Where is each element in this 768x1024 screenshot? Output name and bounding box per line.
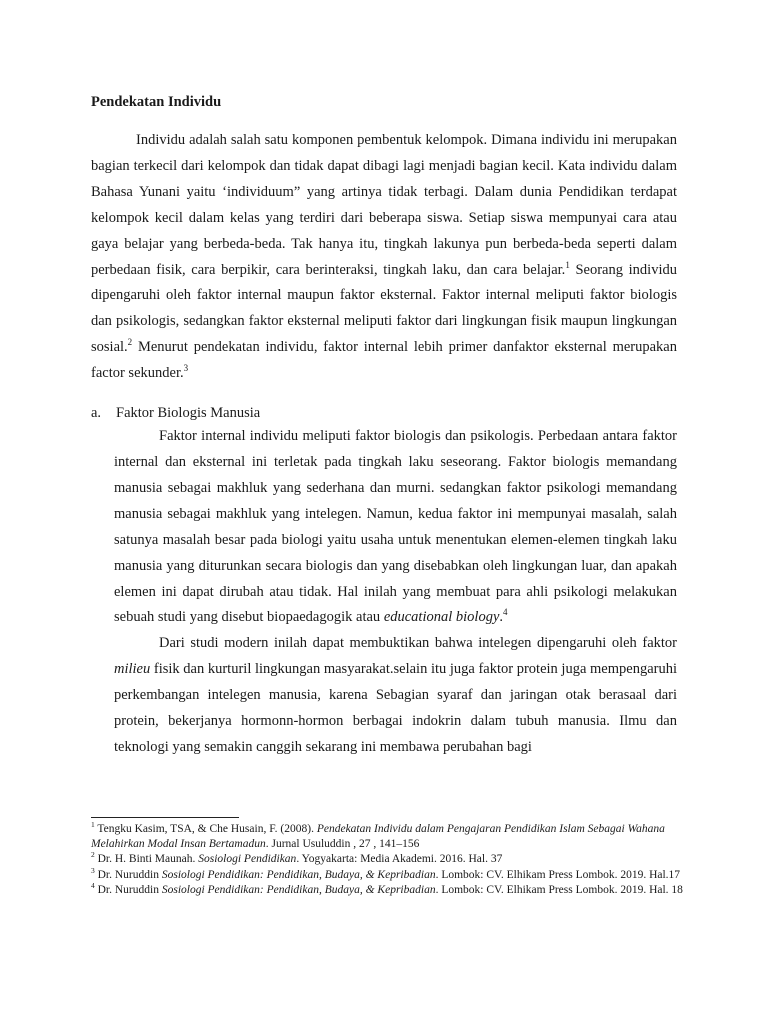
footnotes [91, 822, 687, 898]
footnote-3 [91, 865, 687, 883]
footnote-1 [91, 822, 687, 852]
footnote-text: Dr. H. Binti Maunah. [94, 853, 199, 866]
section-a-title: Faktor Biologis Manusia [116, 405, 261, 422]
section-a-paragraph-2 [114, 631, 677, 761]
footnote-title: Sosiologi Pendidikan: Pendidikan, Budaya, & Kepribadian [161, 883, 436, 896]
footnote-number: 3 [91, 865, 95, 875]
section-a-p1-italic: educational biology [383, 609, 500, 626]
page-heading: Pendekatan Individu [91, 94, 222, 110]
intro-sentence-1: Individu adalah salah satu komponen pembentuk kelompok. Dimana individu ini merupakan bagian terkecil dari kelompok dan tidak dapat dibagi lagi menjadi bagian kecil. Kata individu dalam Bahasa Yunani yaitu ‘individuum” yang artinya tidak terbagi. Dalam dunia Pendidikan terdapat kelompok kecil dalam kelas yang terdiri dari beberapa siswa. Setiap siswa mempunyai cara atau gaya belajar yang berbeda-beda. Tak hanya itu, tingkah lakunya pun berbeda-beda seperti dalam perbedaan fisik, cara berpikir, cara berinteraksi, tingkah laku, dan cara belajar. [91, 132, 677, 278]
footnote-text: . Lombok: CV. Elhikam Press Lombok. 2019. Hal.17 [435, 868, 681, 881]
footnote-2 [91, 852, 687, 867]
footnote-text: . Lombok: CV. Elhikam Press Lombok. 2019. Hal. 18 [435, 883, 683, 896]
section-a-body [114, 424, 677, 761]
section-a-p2-italic: milieu [114, 661, 151, 678]
section-a-p2-pre: Dari studi modern inilah dapat membuktikan bahwa intelegen dipengaruhi oleh faktor [159, 635, 677, 652]
intro-sentence-2: Seorang individu dipengaruhi oleh faktor internal maupun faktor eksternal. Faktor internal meliputi faktor biologis dan psikologis, sedangkan faktor eksternal meliputi faktor dari lingkungan fisik maupun lingkungan sosial. [91, 261, 677, 356]
footnote-text: . Yogyakarta: Media Akademi. 2016. Hal. 37 [296, 853, 503, 866]
section-a-p1-text: Faktor internal individu meliputi faktor biologis dan psikologis. Perbedaan antara faktor internal dan eksternal ini terletak pada tingkah laku seseorang. Faktor biologis memandang manusia sebagai makhluk yang sederhana dan murni. sedangkan faktor psikologi memandang manusia sebagai makhluk yang intelegen. Namun, kedua faktor ini mempunyai masalah, salah satunya masalah besar pada biologi yaitu usaha untuk menentukan elemen-elemen tingkah laku manusia yang diturunkan secara biologis dan yang disebabkan oleh lingkungan luar, dan apakah elemen ini dapat dirubah atau tidak. Hal inilah yang membuat para ahli psikologi melakukan sebuah studi yang disebut biopaedagogik atau [114, 428, 677, 626]
footnote-ref-2[interactable]: 2 [127, 337, 133, 348]
section-a [91, 402, 677, 761]
section-a-letter: a. [91, 405, 102, 422]
footnote-ref-3[interactable]: 3 [183, 363, 189, 374]
footnote-text: Tengku Kasim, TSA, & Che Husain, F. (2008). [94, 823, 317, 835]
footnote-4 [91, 880, 687, 898]
footnote-number: 2 [91, 850, 95, 860]
footnote-number: 1 [91, 820, 95, 830]
footnote-text: . Jurnal Usuluddin , 27 , 141–156 [265, 838, 420, 851]
footnote-title: Sosiologi Pendidikan: Pendidikan, Budaya, & Kepribadian [161, 868, 436, 881]
footnote-divider [91, 817, 239, 818]
footnote-text: Dr. Nuruddin [94, 883, 162, 896]
section-a-heading [91, 402, 677, 424]
section-a-paragraph-1 [114, 424, 677, 631]
intro-sentence-3: Menurut pendekatan individu, faktor internal lebih primer danfaktor eksternal merupakan factor sekunder. [91, 339, 677, 382]
footnote-text: Dr. Nuruddin [94, 868, 162, 881]
section-a-p2-rest: fisik dan kurturil lingkungan masyarakat.selain itu juga faktor protein juga mempengaruhi perkembangan intelegen manusia, karena Sebagian syaraf dan jaringan otak berasaal dari protein, bekerjanya hormonn-hormon berbagai indokrin dalam tubuh manusia. Ilmu dan teknologi yang semakin canggih sekarang ini membawa perubahan bagi [114, 661, 677, 755]
footnote-title: Pendekatan Individu dalam Pengajaran Pendidikan Islam Sebagai Wahana Melahirkan Modal Insan Bertamadun [91, 823, 665, 851]
footnote-ref-4[interactable]: 4 [503, 607, 508, 618]
footnote-title: Sosiologi Pendidikan [198, 853, 297, 866]
intro-paragraph [91, 128, 677, 387]
section-a-p1-end: . [499, 609, 504, 626]
body-text [91, 92, 677, 761]
footnote-ref-1[interactable]: 1 [565, 259, 570, 270]
footnote-number: 4 [91, 880, 95, 890]
